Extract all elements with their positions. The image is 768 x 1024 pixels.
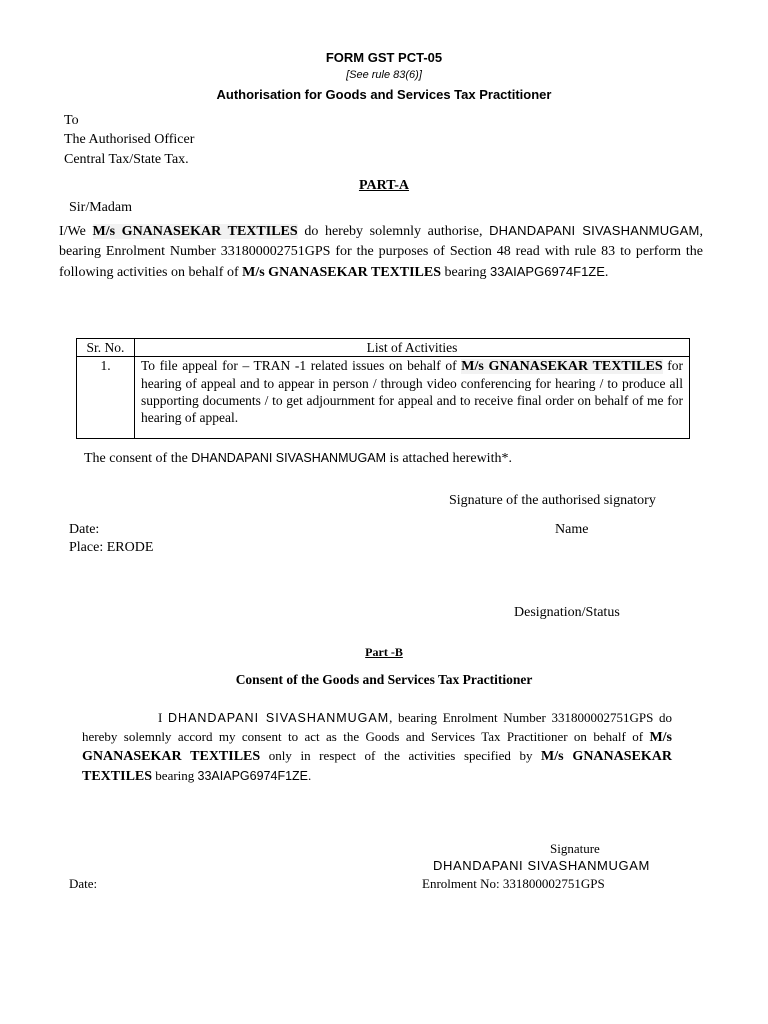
enrolment-number: 331800002751GPS (220, 244, 331, 259)
designation-label: Designation/Status (514, 605, 620, 620)
pb-date-label: Date: (69, 876, 98, 891)
pb-end: . (308, 767, 312, 783)
pb-signature-label: Signature (550, 841, 600, 856)
activity-pre: To file appeal for – TRAN -1 related issues on behalf of (141, 358, 457, 373)
place-line (69, 538, 153, 558)
name-label: Name (555, 522, 589, 537)
p1-mid1: do hereby solemnly authorise, (304, 224, 483, 239)
p1-prefix: I/We (59, 224, 86, 239)
p1-mid2: , bearing Enrolment Number (59, 224, 704, 259)
consent-line (84, 448, 512, 469)
pb-enrolment: 331800002751GPS (551, 710, 654, 725)
pb-mid4: bearing (155, 767, 195, 783)
pb-enrol-label: Enrolment No: (422, 876, 500, 891)
pb-mid2: do hereby solemnly accord my consent to act as the Goods and Services Tax Practitioner on behalf of (82, 710, 673, 744)
table-header-row (77, 339, 690, 357)
pb-prefix: I (158, 710, 163, 725)
row-activity (135, 357, 690, 439)
authorised-signatory-label: Signature of the authorised signatory (449, 493, 656, 508)
col-sr-no: Sr. No. (77, 339, 135, 357)
taxpayer-name: M/s GNANASEKAR TEXTILES (92, 224, 298, 239)
pb-taxpayer-2: M/s GNANASEKAR TEXTILES (82, 749, 672, 784)
date-label: Date: (69, 522, 100, 537)
part-b-heading: Consent of the Goods and Services Tax Practitioner (235, 672, 533, 687)
pb-enrolment-line (422, 874, 605, 894)
p1-end: . (604, 265, 609, 280)
address-dept: Central Tax/State Tax. (64, 152, 189, 167)
pb-mid3: only in respect of the activities specified by (268, 748, 533, 763)
p1-mid3: for the purposes of Section 48 read with rule 83 to perform the following activities on behalf of (59, 244, 704, 280)
salutation: Sir/Madam (69, 200, 132, 215)
pb-gstin: 33AIAPG6974F1ZE (197, 768, 309, 783)
practitioner-name: DHANDAPANI SIVASHANMUGAM (489, 223, 700, 238)
consent-pre: The consent of the (84, 451, 188, 466)
consent-name: DHANDAPANI SIVASHANMUGAM (191, 451, 386, 465)
part-b-label: Part -B (365, 645, 403, 659)
p1-mid4: bearing (444, 265, 487, 280)
form-title: FORM GST PCT-05 (325, 50, 443, 65)
activity-post: for hearing of appeal and to appear in person / through video conferencing for hearing / to produce all supporting documents / to get adjournment for appeal and to receive final order on behalf of me for hearing of appeal. (141, 358, 683, 425)
col-activities: List of Activities (135, 339, 690, 357)
activities-table (76, 338, 690, 439)
authorisation-paragraph (59, 221, 703, 283)
consent-paragraph (82, 709, 672, 786)
gstin: 33AIAPG6974F1ZE (490, 264, 605, 279)
taxpayer-name-2: M/s GNANASEKAR TEXTILES (242, 265, 442, 280)
pb-enrol-value: 331800002751GPS (502, 876, 605, 891)
rule-reference: [See rule 83(6)] (346, 69, 422, 81)
place-value: ERODE (106, 540, 154, 555)
part-a-label: PART-A (358, 178, 410, 193)
pb-mid1: , bearing Enrolment Number (389, 710, 546, 725)
address-to: To (64, 113, 79, 128)
pb-signature-name: DHANDAPANI SIVASHANMUGAM (433, 858, 650, 873)
form-heading: Authorisation for Goods and Services Tax Practitioner (216, 87, 552, 102)
pb-practitioner-name: DHANDAPANI SIVASHANMUGAM (168, 711, 390, 725)
place-label: Place: (69, 540, 104, 555)
table-row (77, 357, 690, 439)
activity-taxpayer: M/s GNANASEKAR TEXTILES (461, 359, 663, 374)
address-officer: The Authorised Officer (64, 132, 195, 147)
row-number: 1. (77, 357, 135, 439)
consent-post: is attached herewith*. (389, 451, 512, 466)
pb-taxpayer: M/s GNANASEKAR TEXTILES (82, 729, 672, 764)
